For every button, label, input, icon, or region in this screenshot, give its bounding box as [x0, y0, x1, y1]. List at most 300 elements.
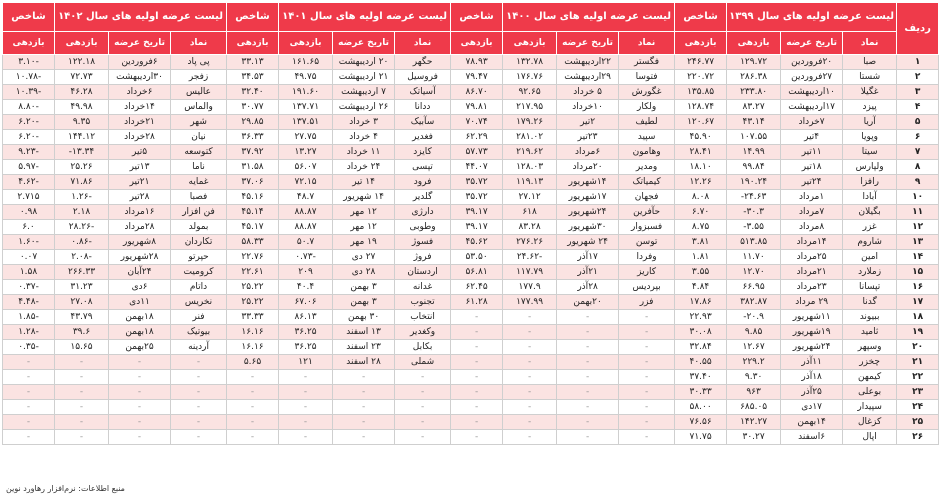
cell-symbol-1399: بوعلی	[843, 385, 897, 400]
cell-date-1402: ۱۸بهمن	[109, 325, 171, 340]
cell-symbol-1399: چخزر	[843, 355, 897, 370]
cell-symbol-1400: -	[619, 355, 675, 370]
cell-return-1402: -	[55, 430, 109, 445]
cell-symbol-1401: فغدیر	[395, 130, 451, 145]
cell-index-return-1399: ۱۳۵.۸۵	[675, 85, 727, 100]
cell-index-return-1401: ۴۵.۱۷	[227, 220, 279, 235]
cell-date-1399: ۷خرداد	[781, 115, 843, 130]
table-row	[3, 235, 939, 250]
cell-symbol-1399: کزغال	[843, 415, 897, 430]
cell-return-1400: -	[503, 325, 557, 340]
cell-date-1401: ۲۸ دی	[333, 265, 395, 280]
cell-return-1401: ۲۷.۷۵	[279, 130, 333, 145]
cell-symbol-1402: -	[171, 430, 227, 445]
cell-return-1402: ۱۵.۶۵	[55, 340, 109, 355]
cell-symbol-1400: توسن	[619, 235, 675, 250]
col-index-return-1399: بازدهی	[675, 32, 727, 55]
cell-return-1400: ۹۲.۶۵	[503, 85, 557, 100]
ipo-returns-table	[2, 2, 939, 445]
cell-symbol-1401: کایزد	[395, 145, 451, 160]
cell-symbol-1399: کیمهن	[843, 370, 897, 385]
cell-index-return-1401: -	[227, 370, 279, 385]
cell-date-1401: -	[333, 370, 395, 385]
cell-return-1399: ۳۸۲.۸۷	[727, 295, 781, 310]
cell-symbol-1402: ناما	[171, 160, 227, 175]
col-date-1399: تاریخ عرضه	[781, 32, 843, 55]
cell-symbol-1399: صبا	[843, 55, 897, 70]
row-number-header: ردیف	[897, 3, 939, 55]
cell-date-1400: ۲۴شهریور	[557, 205, 619, 220]
cell-return-1400: ۱۱۷.۷۹	[503, 265, 557, 280]
cell-return-1400: ۱۷۹.۲۶	[503, 115, 557, 130]
cell-symbol-1402: داتام	[171, 280, 227, 295]
cell-symbol-1399: امین	[843, 250, 897, 265]
col-symbol-1399: نماد	[843, 32, 897, 55]
cell-date-1399: ۱۸تیر	[781, 160, 843, 175]
cell-date-1401: ۲۷ دی	[333, 250, 395, 265]
cell-index-return-1402: -	[3, 400, 55, 415]
cell-index-return-1402: ۰.۹۸	[3, 205, 55, 220]
table-row	[3, 385, 939, 400]
table-row	[3, 130, 939, 145]
cell-date-1401: ۴ خرداد	[333, 130, 395, 145]
cell-index-return-1399: ۱.۸۱	[675, 250, 727, 265]
cell-return-1400: -	[503, 370, 557, 385]
cell-date-1400: ۱۷شهریور	[557, 190, 619, 205]
cell-date-1399: ۲۰فروردین	[781, 55, 843, 70]
cell-return-1402: ۷۲.۷۳	[55, 70, 109, 85]
cell-symbol-1401: وطوبی	[395, 220, 451, 235]
cell-return-1401: -	[279, 430, 333, 445]
cell-index-return-1402: ۲.۷۱۵	[3, 190, 55, 205]
cell-date-1400: ۱۴شهریور	[557, 175, 619, 190]
cell-return-1399: ۳۰.۲۷	[727, 430, 781, 445]
cell-index-return-1399: ۲۲.۹۳	[675, 310, 727, 325]
cell-date-1399: ۲۴تیر	[781, 175, 843, 190]
cell-return-1401: -	[279, 415, 333, 430]
cell-symbol-1402: کتوسعه	[171, 145, 227, 160]
cell-date-1399: ۱۰اردیبهشت	[781, 85, 843, 100]
table-row	[3, 280, 939, 295]
cell-symbol-1401: -	[395, 370, 451, 385]
cell-index-return-1400: -	[451, 415, 503, 430]
cell-symbol-1400: ومدیر	[619, 160, 675, 175]
cell-date-1402: ۳۰اردیبهشت	[109, 70, 171, 85]
cell-return-1402: ۷۱.۸۶	[55, 175, 109, 190]
cell-symbol-1400: -	[619, 310, 675, 325]
cell-index-return-1402: -۱۰.۳۹	[3, 85, 55, 100]
cell-index-return-1399: ۱۲۰.۶۷	[675, 115, 727, 130]
cell-symbol-1401: سآبیک	[395, 115, 451, 130]
cell-row-number: ۲۵	[897, 415, 939, 430]
cell-index-return-1399: ۳۷.۴۰	[675, 370, 727, 385]
cell-symbol-1401: انتخاب	[395, 310, 451, 325]
cell-symbol-1399: ثامید	[843, 325, 897, 340]
cell-index-return-1401: ۳۰.۷۷	[227, 100, 279, 115]
cell-symbol-1399: شستا	[843, 70, 897, 85]
cell-return-1399: ۲۳۳.۸۰	[727, 85, 781, 100]
cell-date-1402: -	[109, 355, 171, 370]
cell-index-return-1401: -	[227, 430, 279, 445]
cell-index-return-1402: ۰.۰۷	[3, 250, 55, 265]
cell-date-1399: ۷مرداد	[781, 205, 843, 220]
cell-return-1400: -	[503, 340, 557, 355]
cell-date-1400: ۲۹اردیبهشت	[557, 70, 619, 85]
cell-return-1401: ۲۰۹	[279, 265, 333, 280]
table-row	[3, 325, 939, 340]
cell-return-1399: ۹۶۳	[727, 385, 781, 400]
cell-index-return-1402: -۰.۳۵	[3, 340, 55, 355]
cell-symbol-1399: سیتا	[843, 145, 897, 160]
cell-index-return-1402: -۵.۹۷	[3, 160, 55, 175]
cell-date-1400: ۵ خرداد	[557, 85, 619, 100]
cell-date-1402: ۱۱دی	[109, 295, 171, 310]
cell-symbol-1401: حگهر	[395, 55, 451, 70]
cell-symbol-1402: فنر	[171, 310, 227, 325]
table-row	[3, 70, 939, 85]
cell-index-return-1400: ۵۷.۷۳	[451, 145, 503, 160]
table-row	[3, 265, 939, 280]
cell-symbol-1401: -	[395, 400, 451, 415]
cell-row-number: ۱	[897, 55, 939, 70]
cell-date-1402: ۵تیر	[109, 145, 171, 160]
cell-row-number: ۶	[897, 130, 939, 145]
cell-date-1402: ۲۸شهریور	[109, 250, 171, 265]
cell-return-1400: -	[503, 385, 557, 400]
cell-symbol-1401: فروژ	[395, 250, 451, 265]
cell-symbol-1400: -	[619, 370, 675, 385]
cell-return-1402: ۳۹.۶	[55, 325, 109, 340]
cell-symbol-1401: بکابل	[395, 340, 451, 355]
cell-symbol-1400: -	[619, 340, 675, 355]
table-row	[3, 160, 939, 175]
cell-index-return-1401: ۲۹.۸۵	[227, 115, 279, 130]
cell-date-1399: ۱۷دی	[781, 400, 843, 415]
cell-date-1400: ۲۴ شهریور	[557, 235, 619, 250]
cell-date-1399: ۱۴مرداد	[781, 235, 843, 250]
cell-symbol-1400: فجهان	[619, 190, 675, 205]
group-1399-title: لیست عرضه اولیه های سال ۱۳۹۹	[727, 3, 897, 32]
cell-return-1401: ۱۳.۲۷	[279, 145, 333, 160]
cell-return-1400: ۱۲۸.۰۳	[503, 160, 557, 175]
cell-index-return-1401: ۲۵.۲۲	[227, 280, 279, 295]
cell-date-1401: ۱۹ مهر	[333, 235, 395, 250]
cell-return-1402: ۲۵.۲۶	[55, 160, 109, 175]
cell-return-1400: -	[503, 400, 557, 415]
cell-return-1402: -	[55, 355, 109, 370]
cell-symbol-1401: فرود	[395, 175, 451, 190]
cell-return-1401: ۴۹.۷۵	[279, 70, 333, 85]
group-1399-index-title: شاخص	[675, 3, 727, 32]
cell-date-1400: -	[557, 430, 619, 445]
cell-index-return-1399: ۸.۷۵	[675, 220, 727, 235]
cell-return-1400: ۸۳.۲۸	[503, 220, 557, 235]
cell-return-1399: ۱۲.۶۷	[727, 340, 781, 355]
col-date-1401: تاریخ عرضه	[333, 32, 395, 55]
cell-date-1402: ۱۶مرداد	[109, 205, 171, 220]
cell-date-1400: ۲۱آذر	[557, 265, 619, 280]
cell-index-return-1401: ۵۸.۳۳	[227, 235, 279, 250]
cell-return-1399: ۹.۳۰	[727, 370, 781, 385]
cell-date-1401: ۱۲ مهر	[333, 220, 395, 235]
cell-symbol-1399: آریا	[843, 115, 897, 130]
cell-date-1399: ۱۷اردیبهشت	[781, 100, 843, 115]
cell-symbol-1401: اردستان	[395, 265, 451, 280]
cell-row-number: ۱۶	[897, 280, 939, 295]
cell-symbol-1399: ببیوند	[843, 310, 897, 325]
cell-index-return-1401: ۳۳.۳۳	[227, 310, 279, 325]
cell-symbol-1401: فروسیل	[395, 70, 451, 85]
cell-date-1402: ۶فروردین	[109, 55, 171, 70]
cell-symbol-1402: نیان	[171, 130, 227, 145]
cell-symbol-1399: تپسانا	[843, 280, 897, 295]
table-row	[3, 310, 939, 325]
table-row	[3, 115, 939, 130]
cell-index-return-1402: -۹.۲۳	[3, 145, 55, 160]
cell-date-1402: ۶خرداد	[109, 85, 171, 100]
cell-row-number: ۷	[897, 145, 939, 160]
table-row	[3, 205, 939, 220]
cell-symbol-1400: وهامون	[619, 145, 675, 160]
cell-return-1401: ۳۶.۲۵	[279, 340, 333, 355]
cell-row-number: ۱۰	[897, 190, 939, 205]
cell-symbol-1400: کاریز	[619, 265, 675, 280]
cell-return-1401: ۵۶.۰۷	[279, 160, 333, 175]
cell-index-return-1399: ۲۲۰.۷۲	[675, 70, 727, 85]
cell-return-1401: ۱۶۱.۶۵	[279, 55, 333, 70]
cell-index-return-1401: ۳۲.۴۰	[227, 85, 279, 100]
cell-index-return-1399: ۲۴۶.۷۷	[675, 55, 727, 70]
cell-index-return-1400: -	[451, 310, 503, 325]
cell-symbol-1400: فتوسا	[619, 70, 675, 85]
cell-row-number: ۲۰	[897, 340, 939, 355]
cell-date-1399: ۱۴بهمن	[781, 415, 843, 430]
cell-symbol-1399: غزر	[843, 220, 897, 235]
cell-index-return-1402: -۶.۲۰	[3, 115, 55, 130]
cell-symbol-1400: بپردیس	[619, 280, 675, 295]
cell-index-return-1399: ۴۰.۵۵	[675, 355, 727, 370]
cell-date-1401: ۳ بهمن	[333, 280, 395, 295]
cell-symbol-1401: دارژی	[395, 205, 451, 220]
cell-index-return-1402: -۱.۲۸	[3, 325, 55, 340]
cell-date-1402: ۲۵بهمن	[109, 340, 171, 355]
cell-index-return-1402: -۸.۸۰	[3, 100, 55, 115]
cell-return-1400: ۱۷۶.۷۶	[503, 70, 557, 85]
table-row	[3, 100, 939, 115]
cell-date-1401: ۳ خرداد	[333, 115, 395, 130]
cell-index-return-1401: -	[227, 400, 279, 415]
cell-row-number: ۱۷	[897, 295, 939, 310]
cell-date-1399: ۱مرداد	[781, 190, 843, 205]
cell-index-return-1400: -	[451, 400, 503, 415]
table-row	[3, 55, 939, 70]
cell-return-1402: -۲.۰۸	[55, 250, 109, 265]
cell-row-number: ۲۳	[897, 385, 939, 400]
cell-symbol-1402: پی پاد	[171, 55, 227, 70]
cell-return-1402: ۲.۱۸	[55, 205, 109, 220]
cell-symbol-1402: والماس	[171, 100, 227, 115]
cell-return-1400: -	[503, 355, 557, 370]
cell-index-return-1401: ۳۳.۱۳	[227, 55, 279, 70]
cell-index-return-1402: -۴.۴۸	[3, 295, 55, 310]
col-symbol-1401: نماد	[395, 32, 451, 55]
table-row	[3, 355, 939, 370]
cell-symbol-1400: فگستر	[619, 55, 675, 70]
cell-index-return-1399: ۴.۸۴	[675, 280, 727, 295]
cell-row-number: ۱۹	[897, 325, 939, 340]
cell-return-1401: ۱۹۱.۶۰	[279, 85, 333, 100]
cell-date-1402: ۱۳تیر	[109, 160, 171, 175]
cell-symbol-1401: ددانا	[395, 100, 451, 115]
cell-date-1401: ۱۴ شهریور	[333, 190, 395, 205]
cell-date-1401: -	[333, 430, 395, 445]
cell-date-1402: ۲۱تیر	[109, 175, 171, 190]
cell-index-return-1400: -	[451, 385, 503, 400]
cell-index-return-1401: ۲۲.۷۶	[227, 250, 279, 265]
cell-date-1400: ۲۰بهمن	[557, 295, 619, 310]
cell-date-1401: ۲۴ خرداد	[333, 160, 395, 175]
cell-symbol-1401: گلدیر	[395, 190, 451, 205]
cell-index-return-1402: -۱۰.۷۸	[3, 70, 55, 85]
cell-date-1401: ۲۶ اردیبهشت	[333, 100, 395, 115]
cell-return-1400: -	[503, 430, 557, 445]
cell-symbol-1399: وسپهر	[843, 340, 897, 355]
cell-return-1400: ۲۷.۱۲	[503, 190, 557, 205]
table-row	[3, 415, 939, 430]
table-row	[3, 400, 939, 415]
cell-index-return-1400: ۳۹.۱۷	[451, 205, 503, 220]
cell-symbol-1400: حآفرین	[619, 205, 675, 220]
cell-symbol-1400: سپید	[619, 130, 675, 145]
cell-return-1399: ۸۳.۲۷	[727, 100, 781, 115]
cell-index-return-1401: ۱۶.۱۶	[227, 325, 279, 340]
cell-date-1399: ۸مرداد	[781, 220, 843, 235]
cell-date-1401: -	[333, 400, 395, 415]
table-row	[3, 340, 939, 355]
cell-date-1402: ۲۸مرداد	[109, 220, 171, 235]
cell-symbol-1399: بگیلان	[843, 205, 897, 220]
cell-date-1400: ۱۷آذر	[557, 250, 619, 265]
cell-index-return-1401: ۳۶.۳۳	[227, 130, 279, 145]
cell-symbol-1399: رافزا	[843, 175, 897, 190]
cell-return-1401: ۵۰.۷	[279, 235, 333, 250]
cell-row-number: ۵	[897, 115, 939, 130]
cell-symbol-1399: غگیلا	[843, 85, 897, 100]
cell-return-1399: ۹۹.۸۴	[727, 160, 781, 175]
cell-return-1401: ۷۲.۱۵	[279, 175, 333, 190]
cell-date-1402: -	[109, 370, 171, 385]
cell-date-1399: ۱۱شهریور	[781, 310, 843, 325]
cell-date-1402: ۲۱خرداد	[109, 115, 171, 130]
cell-return-1399: ۶۶.۹۵	[727, 280, 781, 295]
cell-return-1399: ۱۲.۷۰	[727, 265, 781, 280]
cell-index-return-1399: ۱۲.۲۶	[675, 175, 727, 190]
col-return-1399: بازدهی	[727, 32, 781, 55]
cell-index-return-1400: ۳۹.۱۷	[451, 220, 503, 235]
cell-return-1402: -۰.۸۶	[55, 235, 109, 250]
cell-return-1402: -	[55, 400, 109, 415]
cell-date-1400: -	[557, 400, 619, 415]
group-1401-title: لیست عرضه اولیه های سال ۱۴۰۱	[279, 3, 451, 32]
cell-index-return-1399: ۳۲.۸۴	[675, 340, 727, 355]
cell-return-1401: ۸۶.۱۳	[279, 310, 333, 325]
cell-index-return-1402: -۱.۸۵	[3, 310, 55, 325]
cell-symbol-1401: -	[395, 430, 451, 445]
cell-return-1402: -	[55, 415, 109, 430]
cell-index-return-1402: -۳.۱۰	[3, 55, 55, 70]
cell-index-return-1401: ۴۵.۱۶	[227, 190, 279, 205]
cell-row-number: ۲۲	[897, 370, 939, 385]
cell-date-1400: ۲۳تیر	[557, 130, 619, 145]
cell-symbol-1399: گدنا	[843, 295, 897, 310]
cell-symbol-1401: وکغدیر	[395, 325, 451, 340]
cell-date-1399: ۲۵آذر	[781, 385, 843, 400]
cell-symbol-1402: حپرتو	[171, 250, 227, 265]
cell-row-number: ۳	[897, 85, 939, 100]
cell-symbol-1402: فصبا	[171, 190, 227, 205]
cell-index-return-1400: ۳۵.۷۲	[451, 175, 503, 190]
cell-date-1399: ۴تیر	[781, 130, 843, 145]
cell-index-return-1400: ۷۹.۴۷	[451, 70, 503, 85]
cell-symbol-1399: وپویا	[843, 130, 897, 145]
cell-return-1401: ۱۳۷.۵۱	[279, 115, 333, 130]
cell-return-1401: -	[279, 385, 333, 400]
cell-symbol-1401: -	[395, 415, 451, 430]
group-header-row	[3, 3, 939, 32]
cell-symbol-1402: شهر	[171, 115, 227, 130]
cell-date-1400: -	[557, 340, 619, 355]
cell-index-return-1400: ۴۵.۶۲	[451, 235, 503, 250]
cell-return-1399: ۱۴۲.۲۷	[727, 415, 781, 430]
cell-return-1399: ۴۳.۱۴	[727, 115, 781, 130]
cell-symbol-1402: زفجر	[171, 70, 227, 85]
cell-return-1401: ۸۸.۸۷	[279, 205, 333, 220]
cell-symbol-1400: -	[619, 385, 675, 400]
cell-index-return-1399: ۱۲۸.۷۴	[675, 100, 727, 115]
cell-date-1399: ۶اسفند	[781, 430, 843, 445]
cell-date-1402: ۶دی	[109, 280, 171, 295]
cell-date-1402: ۲۴آبان	[109, 265, 171, 280]
cell-index-return-1399: ۱۸.۱۰	[675, 160, 727, 175]
cell-index-return-1401: ۲۵.۲۲	[227, 295, 279, 310]
column-header-row	[3, 32, 939, 55]
cell-symbol-1399: پیزد	[843, 100, 897, 115]
cell-index-return-1402: ۶.۰	[3, 220, 55, 235]
cell-index-return-1400: -	[451, 355, 503, 370]
cell-return-1399: ۱۴.۹۹	[727, 145, 781, 160]
cell-row-number: ۲۴	[897, 400, 939, 415]
cell-index-return-1401: ۲۲.۶۱	[227, 265, 279, 280]
cell-return-1402: ۱۳.۳۴-	[55, 145, 109, 160]
cell-index-return-1400: ۸۶.۷۰	[451, 85, 503, 100]
table-row	[3, 370, 939, 385]
cell-date-1399: ۱۱آذر	[781, 355, 843, 370]
cell-index-return-1399: ۶.۷۰	[675, 205, 727, 220]
cell-symbol-1399: اپال	[843, 430, 897, 445]
cell-index-return-1399: ۲۸.۴۱	[675, 145, 727, 160]
cell-date-1400: ۲۰مرداد	[557, 160, 619, 175]
cell-return-1399: ۱۹۰.۲۴	[727, 175, 781, 190]
cell-index-return-1400: ۷۸.۹۳	[451, 55, 503, 70]
cell-return-1400: -۲۴.۶۲	[503, 250, 557, 265]
cell-row-number: ۸	[897, 160, 939, 175]
cell-date-1399: ۱۱تیر	[781, 145, 843, 160]
cell-return-1402: ۱۲۲.۱۸	[55, 55, 109, 70]
cell-return-1401: ۴۰.۴	[279, 280, 333, 295]
cell-date-1402: ۲۸تیر	[109, 190, 171, 205]
cell-date-1401: ۲۳ اسفند	[333, 340, 395, 355]
cell-return-1401: ۳۶.۲۵	[279, 325, 333, 340]
